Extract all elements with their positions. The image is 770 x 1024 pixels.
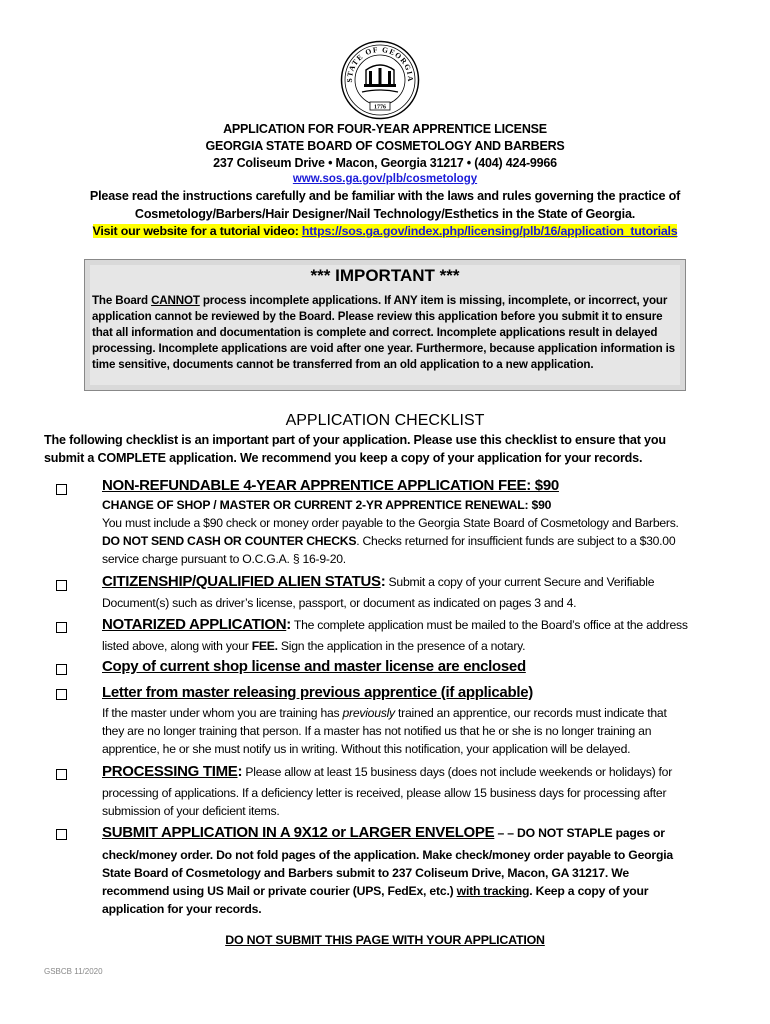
fee-body-3: service charge pursuant to O.C.G.A. § 16-9-20.: [102, 552, 346, 566]
notarized-body: listed above, along with your FEE. Sign the application in the presence of a notary.: [102, 639, 526, 653]
envelope-body-3: recommend using US Mail or private courier (UPS, FedEx, etc.) with tracking. Keep a copy of your: [102, 884, 649, 898]
master-letter-body-2: they are no longer training that person. If a master has not notified us that he or she is no longer training an: [102, 724, 652, 738]
seal-text: STATE OF GEORGIA: [344, 44, 416, 83]
tutorial-label: Visit our website for a tutorial video:: [92, 224, 302, 238]
envelope-line-1: SUBMIT APPLICATION IN A 9X12 or LARGER ENVELOPE – – DO NOT STAPLE pages or: [102, 824, 665, 841]
checkbox-master-letter[interactable]: [56, 689, 67, 700]
checkbox-processing-time[interactable]: [56, 769, 67, 780]
no-cash-warning: DO NOT SEND CASH OR COUNTER CHECKS: [102, 534, 357, 548]
important-paragraph: The Board CANNOT process incomplete applications. If ANY item is missing, incomplete, or incorrect, your application cannot be reviewed by the Board. Please review this application before you submit it to ensure that all information and documentation is complete and correct. Incomplete applications result in delayed processing. Incomplete applications are void after one year. Furthermore, because application information is time sensitive, documents cannot be transferred from an old application to a new application.: [92, 294, 675, 371]
do-not-submit-notice: DO NOT SUBMIT THIS PAGE WITH YOUR APPLICATION: [225, 933, 545, 947]
fee-heading: NON-REFUNDABLE 4-YEAR APPRENTICE APPLICATION FEE: $90: [102, 477, 559, 494]
form-title: APPLICATION FOR FOUR-YEAR APPRENTICE LICENSE: [223, 122, 547, 136]
checkbox-citizenship[interactable]: [56, 580, 67, 591]
shop-license-heading: Copy of current shop license and master license are enclosed: [102, 658, 526, 675]
processing-line-1: PROCESSING TIME: Please allow at least 15 business days (does not include weekends or holidays) for: [102, 763, 672, 780]
checkbox-envelope[interactable]: [56, 829, 67, 840]
instructions-line-2: Cosmetology/Barbers/Hair Designer/Nail Technology/Esthetics in the State of Georgia.: [134, 207, 636, 221]
checkbox-shop-license[interactable]: [56, 664, 67, 675]
seal-year: 1776: [374, 104, 386, 111]
master-letter-heading: Letter from master releasing previous apprentice (if applicable): [102, 684, 533, 701]
envelope-heading: SUBMIT APPLICATION IN A 9X12 or LARGER ENVELOPE: [102, 824, 495, 841]
checklist-intro-1: The following checklist is an important part of your application. Please use this checklist to ensure that you: [44, 433, 666, 447]
tutorial-video-link[interactable]: https://sos.ga.gov/index.php/licensing/plb/16/application_tutorials: [301, 224, 678, 238]
important-heading: *** IMPORTANT ***: [310, 266, 460, 285]
fee-body-1: You must include a $90 check or money order payable to the Georgia State Board of Cosmetology and Barbers.: [102, 516, 679, 530]
processing-body-3: submission of your deficient items.: [102, 804, 280, 818]
fee-body-2: DO NOT SEND CASH OR COUNTER CHECKS. Checks returned for insufficient funds are subject to a $30.00: [102, 534, 676, 548]
board-address: 237 Coliseum Drive • Macon, Georgia 31217 • (404) 424-9966: [213, 156, 557, 170]
fee-renewal-subheading: CHANGE OF SHOP / MASTER OR CURRENT 2-YR APPRENTICE RENEWAL: $90: [102, 498, 552, 512]
citizenship-line-1: CITIZENSHIP/QUALIFIED ALIEN STATUS: Submit a copy of your current Secure and Verifiable: [102, 573, 655, 590]
board-name: GEORGIA STATE BOARD OF COSMETOLOGY AND BARBERS: [205, 139, 565, 153]
form-code: GSBCB 11/2020: [44, 967, 103, 976]
important-notice-box: [84, 259, 686, 391]
master-letter-body-1: If the master under whom you are training has previously trained an apprentice, our records must indicate that: [102, 706, 667, 720]
checkbox-notarized[interactable]: [56, 622, 67, 633]
cannot-emphasis: CANNOT: [151, 294, 200, 307]
checkbox-fee[interactable]: [56, 484, 67, 495]
checklist-intro-2: submit a COMPLETE application. We recommend you keep a copy of your application for your records.: [44, 451, 643, 465]
envelope-body-4: application for your records.: [102, 902, 262, 916]
envelope-body-1: check/money order. Do not fold pages of the application. Make check/money order payable to Georgia: [102, 848, 673, 862]
citizenship-heading: CITIZENSHIP/QUALIFIED ALIEN STATUS: [102, 573, 381, 590]
envelope-body-2: State Board of Cosmetology and Barbers submit to 237 Coliseum Drive, Macon, GA 31217. We: [102, 866, 629, 880]
citizenship-body: Document(s) such as driver’s license, passport, or document as indicated on pages 3 and 4.: [102, 596, 577, 610]
board-website-link[interactable]: www.sos.ga.gov/plb/cosmetology: [292, 173, 478, 185]
master-letter-body-3: apprentice, he or she must notify us in writing. Without this notification, your application will be delayed.: [102, 742, 631, 756]
notarized-heading: NOTARIZED APPLICATION: [102, 616, 287, 633]
georgia-state-seal: [340, 40, 420, 120]
processing-heading: PROCESSING TIME: [102, 763, 238, 780]
processing-body-2: processing of applications. If a deficiency letter is received, please allow 15 business days for processing after: [102, 786, 667, 800]
checklist-title: APPLICATION CHECKLIST: [285, 412, 485, 429]
instructions-line-1: Please read the instructions carefully and be familiar with the laws and rules governing the practice of: [89, 189, 681, 203]
notarized-line-1: NOTARIZED APPLICATION: The complete application must be mailed to the Board’s office at the address: [102, 616, 688, 633]
